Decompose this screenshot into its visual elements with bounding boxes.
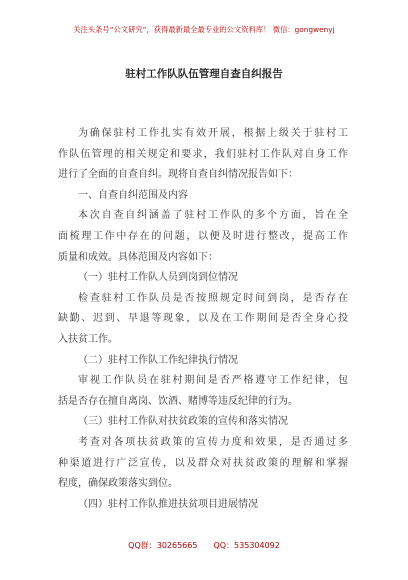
paragraph-line: 审视工作队员在驻村期间是否严格遵守工作纪律，包 [78, 375, 348, 387]
paragraph-line: 考查对各项扶贫政策的宣传力度和效果，是否通过多 [78, 436, 348, 448]
qq-contact-label: QQ：535304092 [213, 541, 280, 550]
header-notice: 关注头条号“公文研究”，获得最新最全最专业的公文资料库！ 微信：gongwenyj [73, 25, 335, 34]
qq-group-label: QQ群：30265665 [128, 541, 198, 550]
paragraph-line: 作队伍管理的相关规定和要求，我们驻村工作队对自身工作 [58, 148, 348, 160]
paragraph-line: 检查驻村工作队员是否按照规定时间到岗，是否存在 [78, 292, 348, 304]
paragraph-line: 进行了全面的自查自纠。现将自查自纠情况报告如下： [58, 169, 298, 181]
paragraph-line: 本次自查自纠涵盖了驻村工作队的多个方面，旨在全 [78, 210, 348, 222]
subsection-heading: （三）驻村工作队对扶贫政策的宣传和落实情况 [78, 416, 288, 428]
paragraph-line: 缺勤、迟到、早退等现象，以及在工作期间是否全身心投 [58, 313, 348, 325]
paragraph-line: 入扶贫工作。 [58, 333, 118, 345]
subsection-heading: （四）驻村工作队推进扶贫项目进展情况 [78, 498, 258, 510]
paragraph-line: 程度，确保政策落实到位。 [58, 478, 178, 490]
subsection-heading: （一）驻村工作队人员到岗到位情况 [78, 272, 238, 284]
document-body [58, 124, 348, 515]
footer-contact [0, 540, 408, 551]
document-title: 驻村工作队队伍管理自查自纠报告 [125, 68, 283, 80]
paragraph-line: 括是否存在擅自离岗、饮酒、赌博等违反纪律的行为。 [58, 395, 298, 407]
subsection-heading: （二）驻村工作队工作纪律执行情况 [78, 354, 238, 366]
section-heading: 一、自查自纠范围及内容 [78, 189, 188, 201]
paragraph-line: 为确保驻村工作扎实有效开展，根据上级关于驻村工 [78, 128, 348, 139]
paragraph-line: 质量和成效。具体范围及内容如下： [58, 251, 218, 263]
paragraph-line: 种渠道进行广泛宣传，以及群众对扶贫政策的理解和掌握 [58, 457, 348, 469]
paragraph-line: 面梳理工作中存在的问题，以便及时进行整改，提高工作 [58, 230, 348, 242]
